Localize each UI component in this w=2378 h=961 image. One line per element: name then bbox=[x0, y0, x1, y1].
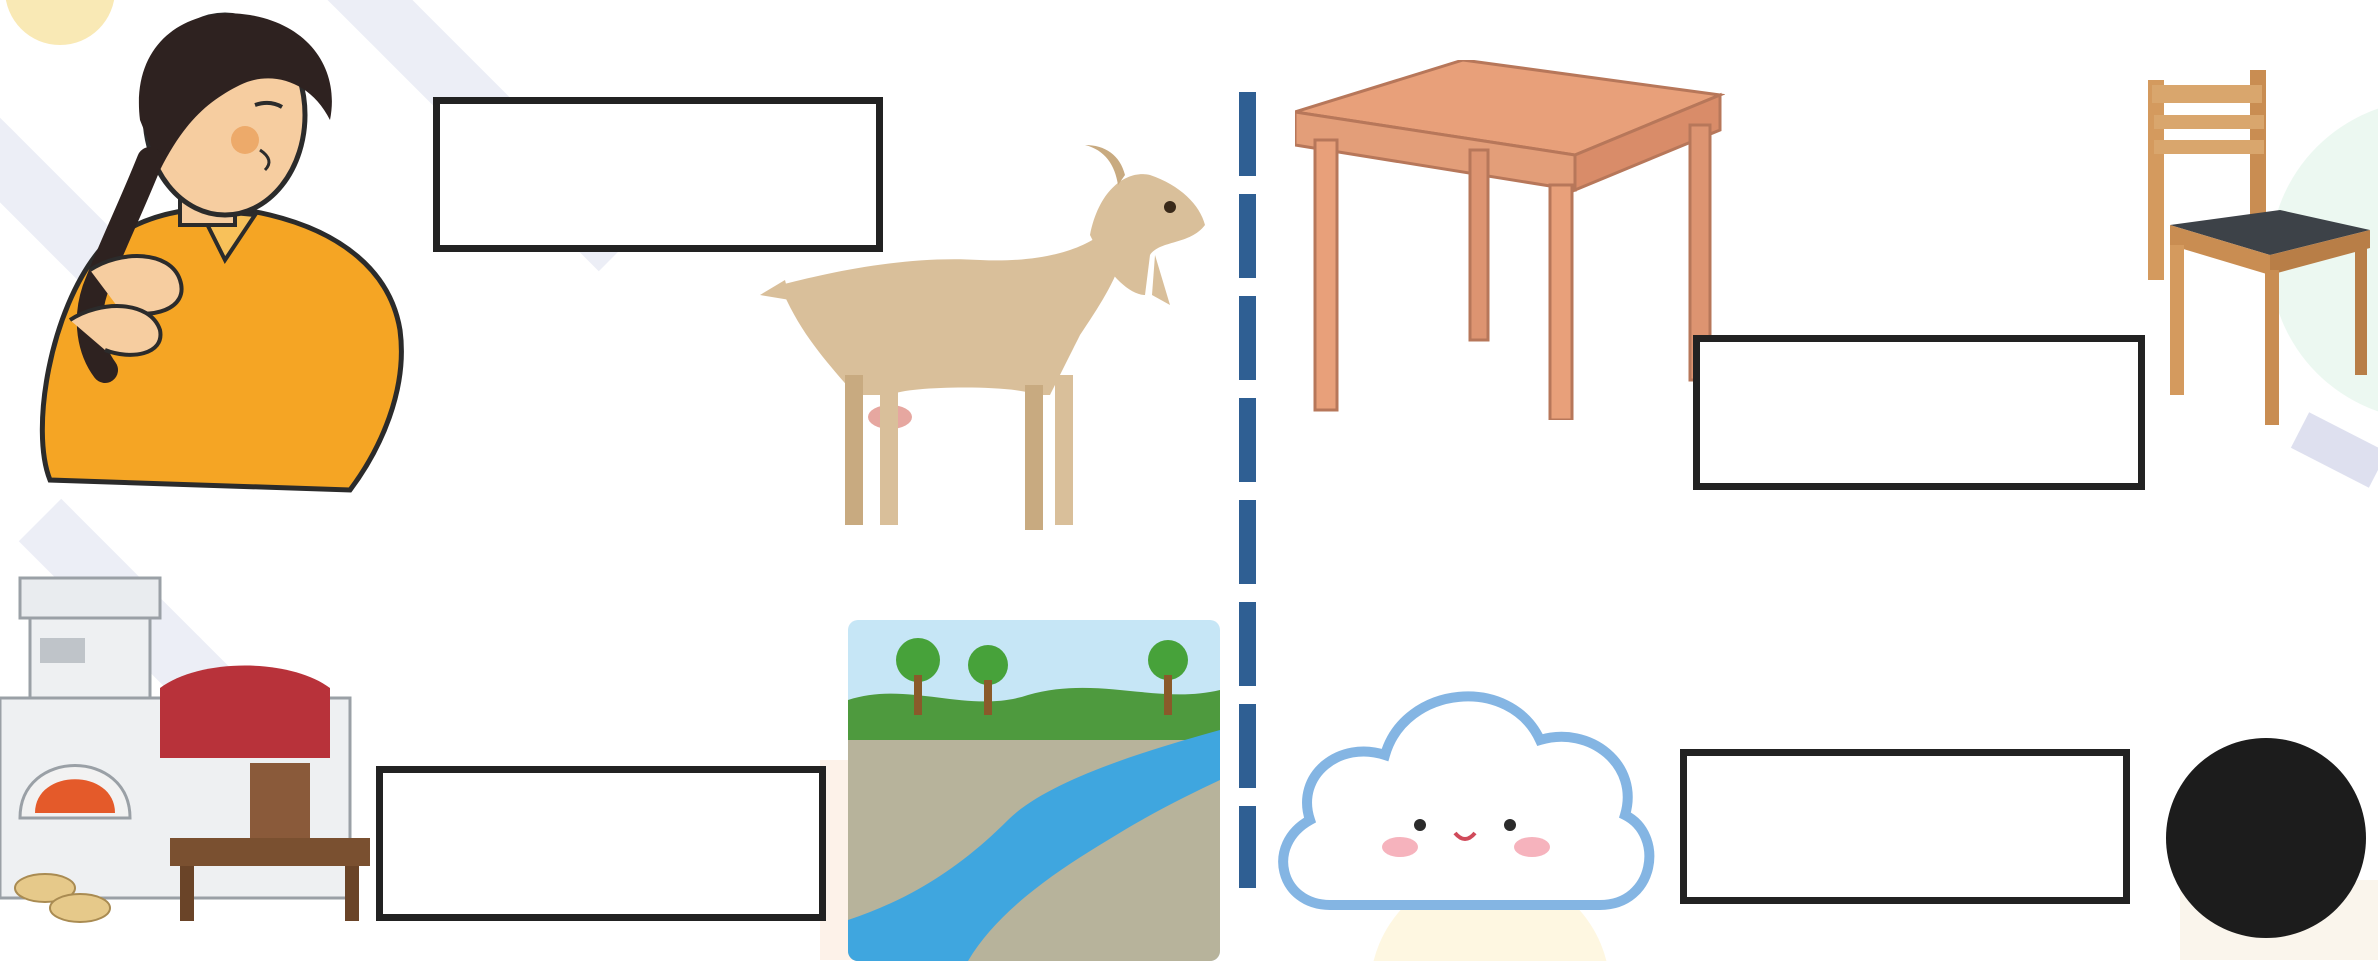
answer-box-cloud[interactable] bbox=[1680, 749, 2130, 904]
chair-icon bbox=[2140, 70, 2378, 430]
cloud-icon bbox=[1270, 665, 1660, 925]
dashed-divider bbox=[1239, 92, 1256, 888]
river-landscape-icon bbox=[848, 620, 1220, 961]
black-dot-marker bbox=[2166, 738, 2366, 938]
russian-stove-icon bbox=[0, 568, 375, 933]
girl-braiding-hair-icon bbox=[10, 10, 410, 500]
goat-icon bbox=[760, 145, 1210, 545]
answer-box-stove[interactable] bbox=[376, 766, 826, 921]
table-icon bbox=[1295, 60, 1725, 420]
answer-box-table-chair[interactable] bbox=[1693, 335, 2145, 490]
